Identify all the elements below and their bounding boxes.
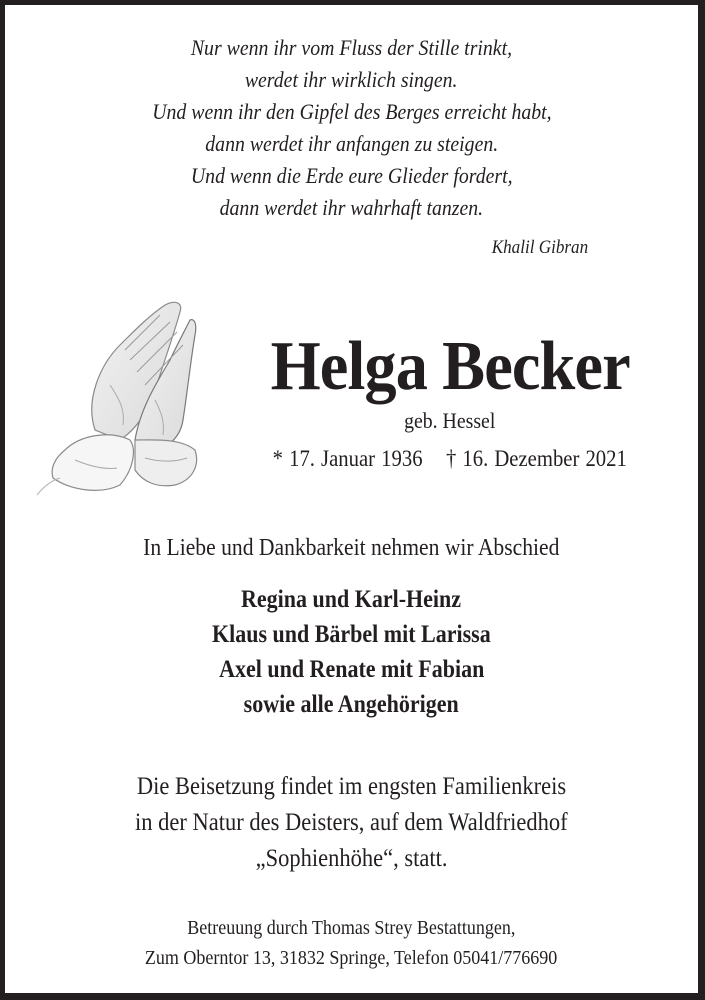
maiden-name: geb. Hessel [404,408,496,433]
poem-line: Und wenn die Erde eure Glieder fordert, [190,163,513,188]
burial-line: „Sophienhöhe“, statt. [255,845,448,872]
mourner-line: Axel und Renate mit Fabian [218,656,485,683]
poem-line: Und wenn ihr den Gipfel des Berges erreicht habt, [151,99,552,124]
death-date: † 16. Dezember 2021 [446,446,628,471]
burial-line: Die Beisetzung findet im engsten Familienkreis [136,773,567,800]
praying-hands-icon [25,290,213,502]
farewell-text: In Liebe und Dankbarkeit nehmen wir Abschied [143,535,560,561]
poem-line: Nur wenn ihr vom Fluss der Stille trinkt, [190,35,513,60]
poem-line: dann werdet ihr wahrhaft tanzen. [219,195,484,220]
mourner-line: Regina und Karl-Heinz [241,586,462,613]
poem-line: dann werdet ihr anfangen zu steigen. [205,131,498,156]
poem-line: werdet ihr wirklich singen. [245,67,458,92]
burial-line: in der Natur des Deisters, auf dem Waldfriedhof [135,809,568,836]
life-dates [230,446,670,472]
undertaker-line: Zum Oberntor 13, 31832 Springe, Telefon 05041/776690 [145,947,558,969]
birth-date: * 17. Januar 1936 [272,446,423,471]
obituary-card [5,5,698,993]
deceased-name: Helga Becker [270,328,630,405]
mourner-line: Klaus und Bärbel mit Larissa [212,621,491,648]
poem-author: Khalil Gibran [491,237,588,258]
mourner-line: sowie alle Angehörigen [243,691,460,718]
undertaker-line: Betreuung durch Thomas Strey Bestattungen, [187,917,516,939]
